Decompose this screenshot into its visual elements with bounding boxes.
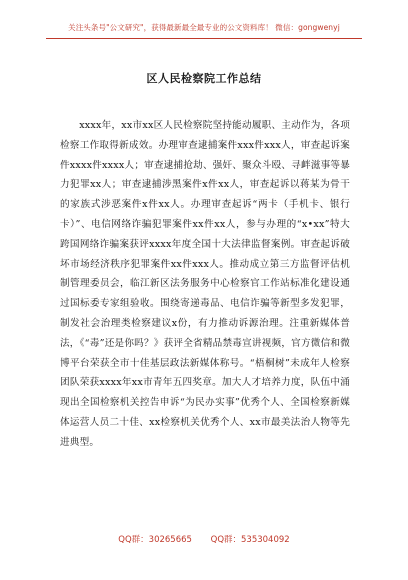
- document-title: 区人民检察院工作总结: [146, 72, 262, 85]
- footer-qq-group-2: QQ群：535304092: [210, 535, 290, 545]
- header-divider: [46, 38, 362, 39]
- header-banner: 关注头条号"公文研究"，获得最新最全最专业的公文资料库！ 微信：gongwenyj: [68, 23, 340, 32]
- footer-contacts: [0, 533, 408, 545]
- footer-qq-group-1: QQ群：30265665: [118, 535, 192, 545]
- body-paragraph: xxxx年，xx市xx区人民检察院坚持能动履职、主动作为，各项检察工作取得新成效。办理审查逮捕案件xxx件xxx人，审查起诉案件xxxx件xxxx人；审查逮捕抢劫、强奸、聚众斗殴、寻衅滋事等暴力犯罪xx人；审查逮捕涉黑案件x件xx人，审查起诉以蒋某为骨干的家族式涉恶案件x件xx人。办理审查起诉“两卡（手机卡、银行卡）”、电信网络诈骗犯罪案件xx件xx人，参与办理的“x•xx”特大跨国网络诈骗案获评xxxx年度全国十大法律监督案例。审查起诉破坏市场经济秩序犯罪案件xx件xxx人。推动成立第三方监督评估机制管理委员会，临江新区法务服务中心检察官工作站标准化建设通过国标委专家组验收。围绕寄递毒品、电信诈骗等新型多发犯罪，制发社会治理类检察建议x份，有力推动诉源治理。注重新媒体普法，《“毒”还是你吗？》获评全省精品禁毒宣讲视频，官方微信和微博平台荣获全市十佳基层政法新媒体称号。“梧桐树”未成年人检察团队荣获xxxx年xx市青年五四奖章。加大人才培养力度，队伍中涌现出全国检察机关控告申诉“为民办实事”优秀个人、全国检察新媒体运营人员二十佳、xx检察机关优秀个人、xx市最美法治人物等先进典型。: [60, 120, 350, 448]
